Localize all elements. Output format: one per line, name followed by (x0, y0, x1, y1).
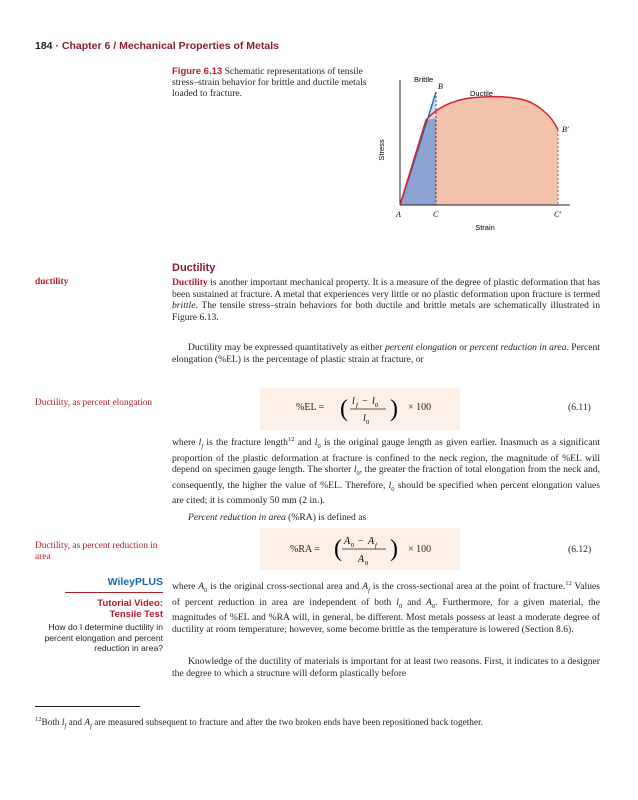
wileyplus-rule (65, 592, 163, 593)
tutorial-video-label[interactable]: Tutorial Video: (97, 598, 163, 609)
svg-text:l: l (372, 396, 375, 407)
margin-ductility: ductility (35, 277, 69, 287)
chapter-label: Chapter 6 (61, 40, 111, 52)
point-a: A (396, 210, 401, 219)
margin-percent-elongation: Ductility, as percent elongation (35, 398, 153, 408)
para4-it: Percent reduction in area (188, 512, 286, 523)
svg-text:A: A (344, 536, 351, 547)
eq1-number: (6.11) (568, 402, 591, 413)
figure-label: Figure 6.13 (172, 66, 223, 77)
eq1-lhs: %EL = (296, 402, 325, 413)
svg-text:): ) (390, 396, 398, 422)
paragraph-5: where $A_0$ is the original cross-sectional area and $A_f$ is the cross-sectional area at the point of fracture.$^{12}$ Values of percent reduction in area are independent of both $l_0$ and $A_0$. Furthermore, for a given material, the magnitudes of %EL and %RA will, in general, be different. Most metals possess at least a moderate degree of ductility at room temperature; however, some become brittle as the temperature is lowered (Section 8.6). (172, 580, 600, 635)
svg-text:l: l (363, 413, 366, 424)
paragraph-3: where $l_f$ is the fracture length$^{12}$ and $l_0$ is the original gauge length as given earlier. Inasmuch as a significant proportion of the plastic deformation at fracture is confined to the neck region, the magnitude of %EL will depend on specimen gauge length. The shorter $l_0$, the greater the fraction of total elongation from the neck and, consequently, the higher the value of %EL. Therefore, $l_0$ should be specified when percent elongation values are cited; it is commonly 50 mm (2 in.). (172, 436, 601, 507)
para5-b: is the original cross-sectional area and (207, 581, 363, 593)
overlap-region (400, 118, 436, 205)
para4-b: (%RA) is defined as (285, 512, 367, 523)
para2-a: Ductility may be expressed quantitatively as either (188, 342, 385, 353)
para5-footnote-ref: 12 (565, 580, 572, 587)
footnote-number: 12 (35, 716, 42, 723)
footnote: $^{12}$Both $l_f$ and $A_f$ are measured subsequent to fracture and after the two broken ends have been repositioned back together. (35, 716, 483, 730)
para5-a: where (172, 581, 199, 593)
page-number: 184 (35, 40, 53, 52)
paragraph-2 (172, 342, 600, 365)
svg-text:0: 0 (375, 402, 379, 409)
paragraph-6: Knowledge of the ductility of materials is important for at least two reasons. First, it indicates to a designer the degree to which a structure will deform plastically before (172, 656, 600, 679)
para2-it2: percent reduction in area (469, 342, 567, 353)
ductile-label: Ductile (470, 89, 493, 98)
running-header (35, 40, 279, 52)
para1-text-b: . The tensile stress–strain behaviors for both ductile and brittle metals are schematically illustrated in Figure 6.13. (172, 300, 600, 323)
svg-text:(: ( (340, 396, 348, 422)
x-axis-label: Strain (475, 223, 495, 232)
para3-b: is the fracture length (203, 437, 288, 449)
eq1-rhs: × 100 (408, 402, 432, 413)
figure-caption (172, 66, 370, 99)
wileyplus-box[interactable] (35, 576, 163, 654)
eq2-lhs: %RA = (290, 544, 320, 555)
para2-it1: percent elongation (384, 342, 457, 353)
paragraph-4 (172, 512, 600, 524)
svg-text:A: A (358, 554, 365, 565)
y-axis-label: Stress (377, 139, 386, 161)
svg-text:0: 0 (366, 419, 370, 426)
eq2-rhs: × 100 (408, 544, 432, 555)
svg-text:−: − (362, 396, 368, 407)
para3-d: is the original gauge length as given earlier. Inasmuch as a significant proportion of the plastic deformation at fracture is confined to the neck region, the magnitude of %EL will depend on specimen gauge length. The shorter (172, 437, 600, 476)
para3-a: where (172, 437, 199, 449)
paragraph-1 (172, 277, 600, 323)
footnote-text-b: and (66, 718, 85, 729)
para1-text-a: is another important mechanical property. It is a measure of the degree of plastic deformation that has been sustained at fracture. A metal that experiences very little or no plastic deformation upon fracture is termed (172, 277, 600, 300)
svg-text:): ) (390, 536, 398, 562)
svg-text:l: l (352, 396, 355, 407)
para3-e: , the greater the fraction of total elongation from the neck and, consequently, the higher the value of %EL. Therefore, (172, 464, 601, 491)
figure-caption-text: Schematic representations of tensile stress–strain behavior for brittle and ductile metals loaded to fracture. (172, 66, 367, 99)
footnote-text-c: are measured subsequent to fracture and after the two broken ends have been repositioned back together. (91, 718, 483, 729)
para2-b: or (456, 342, 470, 353)
brittle-label: Brittle (414, 75, 434, 84)
svg-text:0: 0 (351, 542, 355, 549)
eq1-fraction (336, 388, 406, 430)
para2-c: . Percent elongation (%EL) is the percentage of plastic strain at fracture, or (172, 342, 600, 365)
section-heading: Ductility (172, 262, 216, 274)
para5-e: and (402, 596, 426, 608)
point-b: B (438, 82, 443, 91)
point-b-prime: B′ (562, 125, 569, 134)
stress-strain-figure (370, 60, 600, 240)
header-separator: · (55, 40, 59, 52)
svg-text:0: 0 (365, 560, 369, 567)
tensile-test-label[interactable]: Tensile Test (109, 609, 163, 620)
para3-footnote-ref: 12 (287, 436, 295, 443)
para3-c: and (294, 437, 315, 449)
para3-f: should be specified when percent elongation values are cited; it is commonly 50 mm (2 in.). (172, 479, 600, 507)
para1-brittle: brittle (172, 300, 196, 312)
wileyplus-brand[interactable]: WileyPLUS (107, 576, 163, 588)
term-ductility: Ductility (172, 277, 208, 288)
chapter-title: Mechanical Properties of Metals (119, 40, 279, 52)
tutorial-question: How do I determine ductility in percent elongation and percent reduction in area? (44, 622, 163, 654)
point-c: C (433, 210, 439, 219)
svg-text:f: f (356, 402, 358, 409)
footnote-text-a: Both (41, 718, 62, 729)
para5-d: Values of percent reduction in area are independent of both (172, 581, 600, 608)
eq2-number: (6.12) (568, 544, 592, 555)
para5-c: is the cross-sectional area at the point of fracture. (369, 581, 566, 593)
eq2-fraction (330, 528, 406, 570)
para5-f: . Furthermore, for a given material, the magnitudes of %EL and %RA will, in general, be different. Most metals possess at least a moderate degree of ductility at room temperature; however, some become brittle as the temperature is lowered (Section 8.6). (172, 596, 600, 635)
svg-text:f: f (375, 542, 377, 549)
svg-text:−: − (358, 536, 364, 547)
svg-text:A: A (368, 536, 375, 547)
svg-text:(: ( (334, 536, 342, 562)
margin-percent-ra: Ductility, as percent reduction in area (35, 541, 158, 562)
header-slash: / (113, 40, 117, 52)
footnote-rule (35, 706, 140, 707)
point-c-prime: C′ (554, 210, 562, 219)
